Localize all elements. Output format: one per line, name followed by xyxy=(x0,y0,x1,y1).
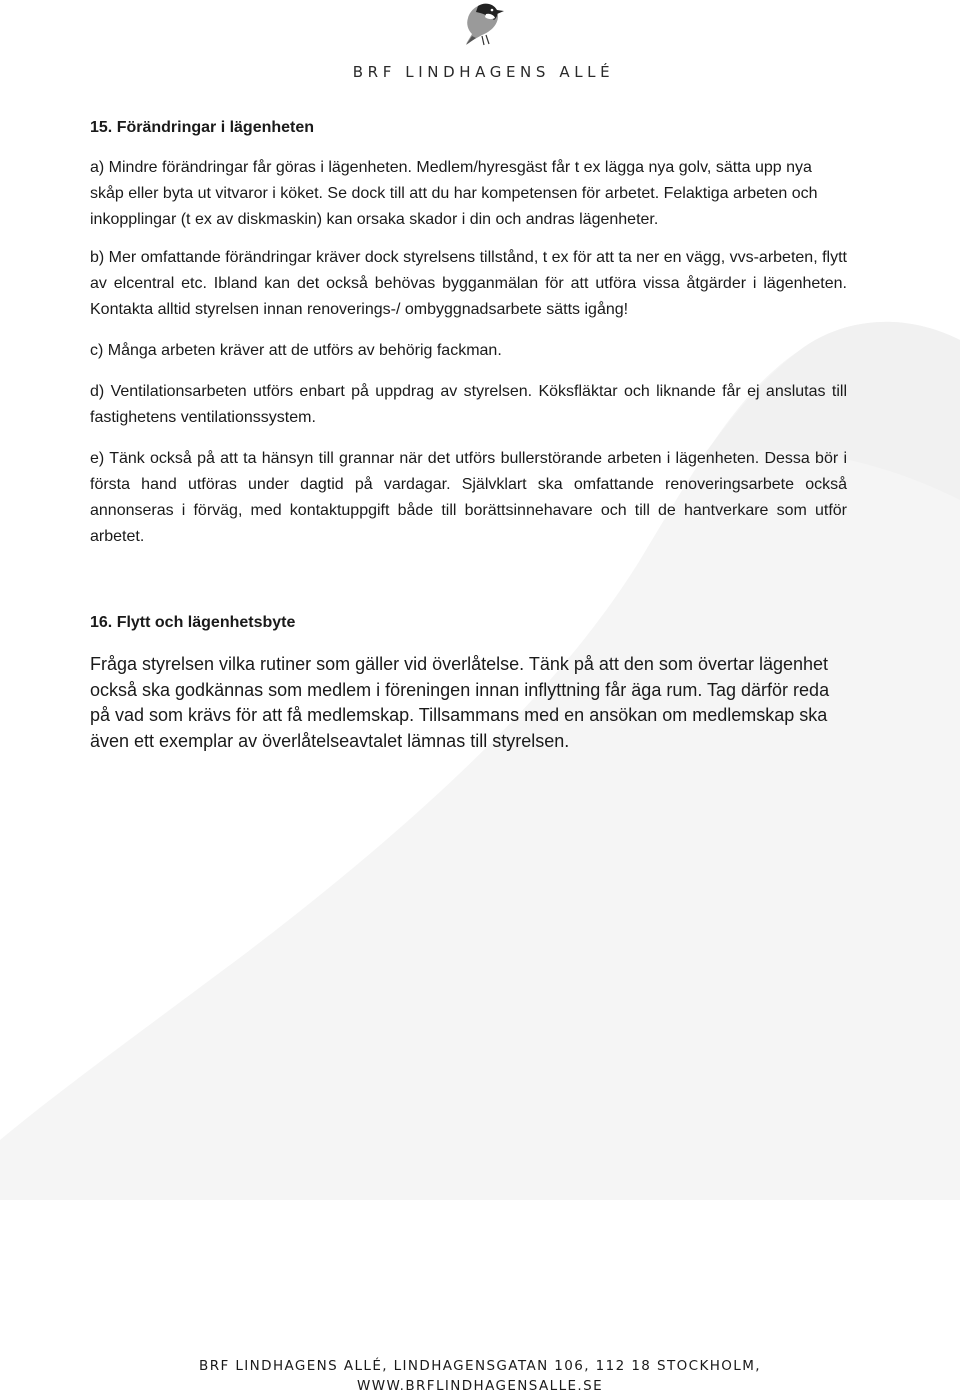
paragraph-a: a) Mindre förändringar får göras i lägenheten. Medlem/hyresgäst får t ex lägga nya golv, sätta upp nya skåp eller byta ut vitvaror i köket. Se dock till att du har kompetensen för arbetet. Felaktiga arbeten och inkopplingar (t ex av diskmaskin) kan orsaka skador i din och andras lägenheter. xyxy=(90,159,818,228)
paragraph-b: b) Mer omfattande förändringar kräver dock styrelsens tillstånd, t ex för att ta ner en vägg, vvs-arbeten, flytt av elcentral etc. Ibland kan det också behövas bygganmälan för att utföra vissa åtgärder i lägenheten. Kontakta alltid styrelsen innan renoverings-/ ombyggnadsarbete sätts igång! xyxy=(90,249,847,318)
footer-address: BRF LINDHAGENS ALLÉ, LINDHAGENSGATAN 106, 112 18 STOCKHOLM, xyxy=(199,1358,761,1374)
footer-website: WWW.BRFLINDHAGENSALLE.SE xyxy=(356,1378,604,1394)
paragraph-e: e) Tänk också på att ta hänsyn till grannar när det utförs bullerstörande arbeten i lägenheten. Dessa bör i första hand utföras under dagtid på vardagar. Självklart ska omfattande renoveringsarbete också annonseras i förväg, med kontaktuppgift både till borättsinnehavare och till de hantverkare som utför arbetet. xyxy=(90,450,847,545)
paragraph-16: Fråga styrelsen vilka rutiner som gäller vid överlåtelse. Tänk på att den som övertar lägenhet också ska godkännas som medlem i föreningen innan inflyttning får äga rum. Tag därför reda på vad som krävs för att få medlemskap. Tillsammans med en ansökan om medlemskap ska även ett exemplar av överlåtelseavtalet lämnas till styrelsen. xyxy=(90,654,830,751)
page-header xyxy=(0,0,960,90)
paragraph-c: c) Många arbeten kräver att de utförs av behörig fackman. xyxy=(90,342,502,359)
section-15-heading: 15. Förändringar i lägenheten xyxy=(90,119,315,136)
page-footer xyxy=(0,1356,960,1396)
section-16-heading: 16. Flytt och lägenhetsbyte xyxy=(90,614,296,631)
document-body xyxy=(90,119,847,754)
paragraph-d: d) Ventilationsarbeten utförs enbart på uppdrag av styrelsen. Köksfläktar och liknande får ej anslutas till fastighetens ventilationssystem. xyxy=(90,383,847,426)
brand-name: BRF LINDHAGENS ALLÉ xyxy=(352,63,615,81)
bird-icon xyxy=(460,0,508,46)
